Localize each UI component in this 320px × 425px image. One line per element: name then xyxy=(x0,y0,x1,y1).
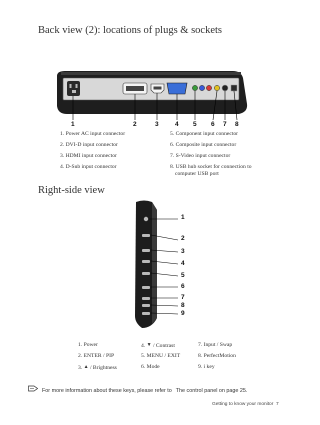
back-legend-left-column xyxy=(60,131,125,175)
legend-item: 2. ENTER / PIP xyxy=(78,353,115,359)
callout-side-6: 6 xyxy=(181,283,185,290)
legend-item-brightness: 3. ▲ / Brightness xyxy=(78,365,117,371)
legend-item: 4. D-Sub input connector xyxy=(60,164,117,170)
legend-item: 5. Component input connector xyxy=(170,131,239,137)
up-arrow-icon: ▲ xyxy=(83,365,89,370)
legend-item: 9. i key xyxy=(198,364,215,370)
back-legend-right-column xyxy=(170,131,252,182)
callout-side-4: 4 xyxy=(181,260,185,267)
monitor-top-edge xyxy=(61,72,241,75)
callout-side-7: 7 xyxy=(181,294,185,301)
svideo-port xyxy=(222,85,228,91)
callout-side-5: 5 xyxy=(181,272,185,279)
side-legend-column-2 xyxy=(141,342,180,375)
section-title-back-view: Back view (2): locations of plugs & sockets xyxy=(38,25,223,36)
legend-item: 8. USB hub socket for connection to xyxy=(170,164,252,170)
callout-back-8: 8 xyxy=(235,121,239,128)
callout-back-6: 6 xyxy=(211,121,215,128)
legend-item: 7. S-Video input connector xyxy=(170,153,231,159)
section-title-right-side-view: Right-side view xyxy=(38,185,105,196)
legend-item-continued: computer USB port xyxy=(175,171,219,177)
back-view-legend xyxy=(60,131,280,179)
back-view-illustration xyxy=(55,68,250,120)
legend-item: 5. MENU / EXIT xyxy=(141,353,181,359)
page-number: 7 xyxy=(276,402,279,407)
legend-item: 8. PerfectMotion xyxy=(198,353,236,359)
usb-port xyxy=(231,85,237,91)
power-socket xyxy=(67,81,80,96)
note-row xyxy=(28,379,247,397)
callout-back-3: 3 xyxy=(155,121,159,128)
callout-back-5: 5 xyxy=(193,121,197,128)
callout-side-2: 2 xyxy=(181,235,185,242)
callout-side-8: 8 xyxy=(181,302,185,309)
component-port-red xyxy=(206,85,211,90)
callout-side-9: 9 xyxy=(181,310,185,317)
legend-item: 6. Composite input connector xyxy=(170,142,237,148)
component-port-green xyxy=(192,85,197,90)
callout-back-1: 1 xyxy=(71,121,75,128)
legend-item: 3. HDMI input connector xyxy=(60,153,117,159)
note-hand-icon xyxy=(28,385,38,392)
control-panel-link[interactable]: The control panel on page 25. xyxy=(175,388,248,394)
component-port-blue xyxy=(199,85,204,90)
dsub-port xyxy=(167,83,187,94)
side-legend-column-3 xyxy=(198,342,236,375)
side-legend-column-1 xyxy=(78,342,117,375)
callout-back-2: 2 xyxy=(133,121,137,128)
legend-item-contrast: 4. ▼ / Contrast xyxy=(141,343,175,349)
legend-item: 7. Input / Swap xyxy=(198,342,233,348)
down-arrow-icon: ▼ xyxy=(146,343,152,348)
side-view-legend xyxy=(78,342,288,378)
callout-side-1: 1 xyxy=(181,214,185,221)
callout-back-4: 4 xyxy=(175,121,179,128)
note-text: For more information about these keys, please refer to xyxy=(42,388,172,394)
callout-back-7: 7 xyxy=(223,121,227,128)
callout-side-3: 3 xyxy=(181,248,185,255)
legend-item: 1. Power xyxy=(78,342,98,348)
composite-port xyxy=(214,85,219,90)
legend-item: 6. Mode xyxy=(141,364,160,370)
legend-item: 2. DVI-D input connector xyxy=(60,142,118,148)
footer-section-name: Getting to know your monitor xyxy=(212,402,274,407)
legend-item: 1. Power AC input connector xyxy=(60,131,126,137)
